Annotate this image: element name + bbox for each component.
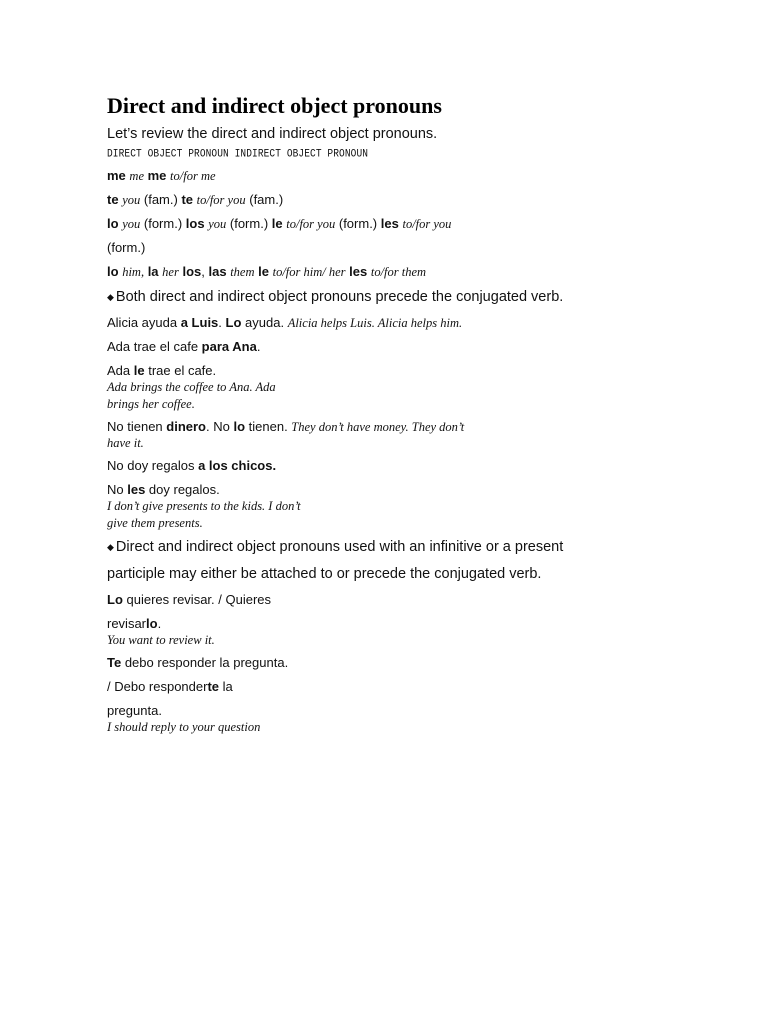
translation-ada: Ada brings the coffee to Ana. Ada brings her coffee. (107, 380, 276, 411)
example-alicia: Alicia ayuda a Luis. Lo ayuda. Alicia helps Luis. Alicia helps him. (107, 315, 463, 330)
pronoun-row-te: te you (fam.) te to/for you (fam.) (107, 192, 284, 207)
example-ada-2: Ada le trae el cafe. (107, 363, 217, 378)
translation-responder: I should reply to your question (107, 720, 261, 734)
example-dinero: No tienen dinero. No lo tienen. They don’t have money. They don’t (107, 419, 465, 434)
example-responder-2: / Debo responderte la (107, 679, 233, 694)
example-ada-1: Ada trae el cafe para Ana. (107, 339, 261, 354)
pronoun-row-lo: lo you (form.) los you (form.) le to/for you (form.) les to/for you (107, 216, 452, 231)
pronoun-row-me: me me me to/for me (107, 168, 216, 183)
example-regalos-2: No les doy regalos. (107, 482, 220, 497)
translation-regalos: I don’t give presents to the kids. I don’t give them presents. (107, 499, 301, 530)
column-headers: DIRECT OBJECT PRONOUN INDIRECT OBJECT PRONOUN (107, 147, 369, 160)
rule-infinitive-cont: participle may either be attached to or precede the conjugated verb. (107, 566, 542, 582)
diamond-bullet-icon: ◆ (107, 292, 114, 302)
intro-text: Let’s review the direct and indirect object pronouns. (107, 126, 438, 142)
translation-revisar: You want to review it. (107, 633, 215, 647)
document-body (107, 92, 707, 738)
example-responder-3: pregunta. (107, 703, 162, 718)
rule-infinitive: ◆ Direct and indirect object pronouns used with an infinitive or a present (107, 539, 564, 555)
example-regalos-1: No doy regalos a los chicos. (107, 458, 277, 473)
pronoun-row-him: lo him, la her los, las them le to/for him/ her les to/for them (107, 264, 427, 279)
translation-dinero: have it. (107, 436, 144, 450)
rule-precede: ◆ Both direct and indirect object pronouns precede the conjugated verb. (107, 289, 564, 305)
example-revisar-2: revisarlo. (107, 616, 162, 631)
example-responder-1: Te debo responder la pregunta. (107, 655, 289, 670)
example-revisar-1: Lo quieres revisar. / Quieres (107, 592, 272, 607)
pronoun-row-lo-cont: (form.) (107, 240, 146, 255)
page-title: Direct and indirect object pronouns (107, 93, 442, 118)
diamond-bullet-icon: ◆ (107, 542, 114, 552)
